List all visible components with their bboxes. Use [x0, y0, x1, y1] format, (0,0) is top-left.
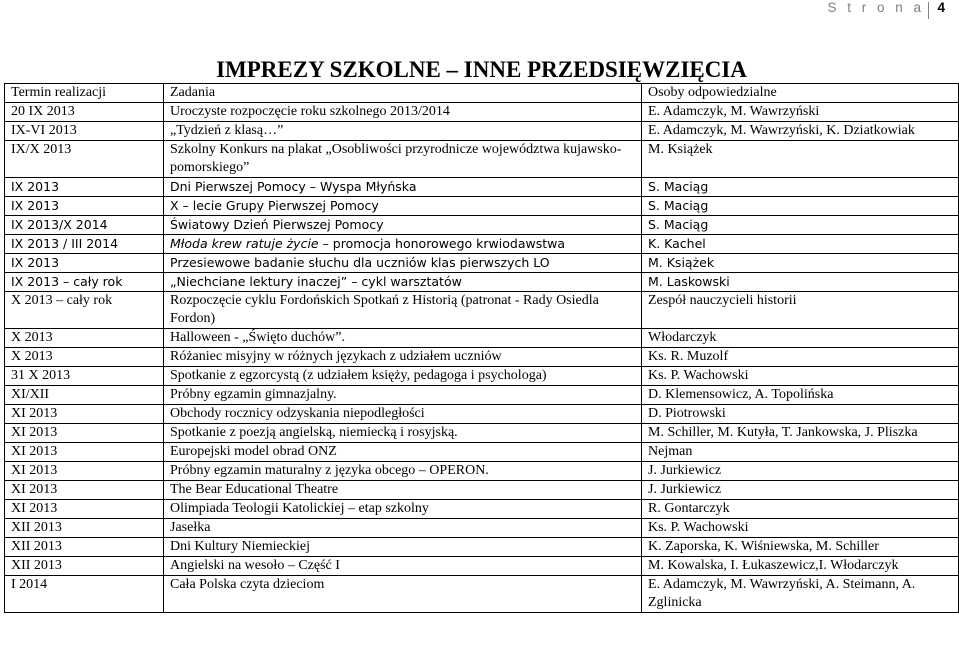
table-row: [5, 443, 959, 462]
cell-responsible: M. Schiller, M. Kutyła, T. Jankowska, J. Pliszka: [642, 424, 959, 443]
cell-date: 31 X 2013: [5, 367, 164, 386]
cell-date: IX 2013 / III 2014: [5, 235, 164, 254]
table-row: [5, 519, 959, 538]
cell-date: IX-VI 2013: [5, 122, 164, 141]
cell-date: IX 2013/X 2014: [5, 216, 164, 235]
table-row: [5, 500, 959, 519]
cell-date: XII 2013: [5, 519, 164, 538]
table-row: [5, 103, 959, 122]
cell-task: Angielski na wesoło – Część I: [164, 557, 642, 576]
table-row: [5, 576, 959, 613]
table-row: [5, 405, 959, 424]
cell-task: Rozpoczęcie cyklu Fordońskich Spotkań z Historią (patronat - Rady Osiedla Fordon): [164, 292, 642, 329]
table-row: [5, 273, 959, 292]
document-title-text: IMPREZY SZKOLNE – INNE PRZEDSIĘWZIĘCIA: [216, 57, 747, 82]
table-row: [5, 292, 959, 329]
document-title: [0, 57, 959, 83]
page-number: 4: [937, 0, 945, 15]
cell-responsible: J. Jurkiewicz: [642, 481, 959, 500]
table-row: [5, 197, 959, 216]
cell-responsible: K. Kachel: [642, 235, 959, 254]
cell-date: XI 2013: [5, 462, 164, 481]
cell-responsible: Włodarczyk: [642, 329, 959, 348]
cell-task: Młoda krew ratuje życie – promocja honorowego krwiodawstwa: [164, 235, 642, 254]
table-row: [5, 178, 959, 197]
cell-task: Dni Pierwszej Pomocy – Wyspa Młyńska: [164, 178, 642, 197]
cell-date: XI 2013: [5, 405, 164, 424]
header-date: Termin realizacji: [5, 84, 164, 103]
cell-date: X 2013: [5, 329, 164, 348]
cell-task: „Niechciane lektury inaczej” – cykl warsztatów: [164, 273, 642, 292]
table-row: [5, 557, 959, 576]
table-row: [5, 424, 959, 443]
cell-date: IX/X 2013: [5, 141, 164, 178]
cell-task: Cała Polska czyta dzieciom: [164, 576, 642, 613]
cell-responsible: M. Laskowski: [642, 273, 959, 292]
cell-responsible: E. Adamczyk, M. Wawrzyński, A. Steimann, A. Zglinicka: [642, 576, 959, 613]
cell-date: IX 2013 – cały rok: [5, 273, 164, 292]
cell-task: Próbny egzamin maturalny z języka obcego – OPERON.: [164, 462, 642, 481]
cell-task: Spotkanie z egzorcystą (z udziałem księży, pedagoga i psychologa): [164, 367, 642, 386]
cell-responsible: M. Książek: [642, 141, 959, 178]
cell-date: X 2013 – cały rok: [5, 292, 164, 329]
page-label: S t r o n a: [827, 0, 925, 15]
table-row: [5, 329, 959, 348]
cell-date: XI 2013: [5, 481, 164, 500]
cell-responsible: K. Zaporska, K. Wiśniewska, M. Schiller: [642, 538, 959, 557]
cell-task: Dni Kultury Niemieckiej: [164, 538, 642, 557]
cell-task: „Tydzień z klasą…”: [164, 122, 642, 141]
cell-date: XI 2013: [5, 500, 164, 519]
cell-task: Obchody rocznicy odzyskania niepodległości: [164, 405, 642, 424]
cell-date: XI/XII: [5, 386, 164, 405]
cell-responsible: Ks. P. Wachowski: [642, 367, 959, 386]
cell-task: Różaniec misyjny w różnych językach z udziałem uczniów: [164, 348, 642, 367]
header-responsible: Osoby odpowiedzialne: [642, 84, 959, 103]
cell-responsible: D. Piotrowski: [642, 405, 959, 424]
page-number-header: [827, 0, 945, 19]
cell-date: IX 2013: [5, 178, 164, 197]
cell-task: Próbny egzamin gimnazjalny.: [164, 386, 642, 405]
cell-responsible: Nejman: [642, 443, 959, 462]
header-divider: [928, 2, 929, 19]
cell-responsible: J. Jurkiewicz: [642, 462, 959, 481]
cell-responsible: D. Klemensowicz, A. Topolińska: [642, 386, 959, 405]
cell-task: Światowy Dzień Pierwszej Pomocy: [164, 216, 642, 235]
table-row: [5, 538, 959, 557]
cell-task: Szkolny Konkurs na plakat „Osobliwości przyrodnicze województwa kujawsko-pomorskiego”: [164, 141, 642, 178]
cell-responsible: M. Książek: [642, 254, 959, 273]
cell-responsible: S. Maciąg: [642, 178, 959, 197]
cell-responsible: Ks. P. Wachowski: [642, 519, 959, 538]
cell-task: Uroczyste rozpoczęcie roku szkolnego 2013/2014: [164, 103, 642, 122]
table-row: [5, 481, 959, 500]
cell-task: Przesiewowe badanie słuchu dla uczniów klas pierwszych LO: [164, 254, 642, 273]
cell-date: I 2014: [5, 576, 164, 613]
cell-responsible: S. Maciąg: [642, 197, 959, 216]
table-row: [5, 348, 959, 367]
cell-date: XI 2013: [5, 424, 164, 443]
cell-date: XII 2013: [5, 538, 164, 557]
cell-responsible: Zespół nauczycieli historii: [642, 292, 959, 329]
cell-task: X – lecie Grupy Pierwszej Pomocy: [164, 197, 642, 216]
table-row: [5, 122, 959, 141]
table-row: [5, 462, 959, 481]
cell-responsible: S. Maciąg: [642, 216, 959, 235]
table-row: [5, 367, 959, 386]
table-row: [5, 141, 959, 178]
table-row: [5, 386, 959, 405]
cell-task: Europejski model obrad ONZ: [164, 443, 642, 462]
cell-date: X 2013: [5, 348, 164, 367]
cell-task: The Bear Educational Theatre: [164, 481, 642, 500]
cell-responsible: R. Gontarczyk: [642, 500, 959, 519]
cell-task: Olimpiada Teologii Katolickiej – etap szkolny: [164, 500, 642, 519]
table-row: [5, 216, 959, 235]
cell-responsible: E. Adamczyk, M. Wawrzyński: [642, 103, 959, 122]
cell-task: Jasełka: [164, 519, 642, 538]
cell-date: 20 IX 2013: [5, 103, 164, 122]
header-task: Zadania: [164, 84, 642, 103]
table-row: [5, 235, 959, 254]
table-row: [5, 254, 959, 273]
cell-task: Spotkanie z poezją angielską, niemiecką i rosyjską.: [164, 424, 642, 443]
cell-responsible: E. Adamczyk, M. Wawrzyński, K. Dziatkowiak: [642, 122, 959, 141]
cell-date: XI 2013: [5, 443, 164, 462]
events-table: [4, 83, 959, 613]
cell-responsible: M. Kowalska, I. Łukaszewicz,I. Włodarczyk: [642, 557, 959, 576]
cell-date: IX 2013: [5, 197, 164, 216]
table-header-row: [5, 84, 959, 103]
cell-date: IX 2013: [5, 254, 164, 273]
cell-task: Halloween - „Święto duchów”.: [164, 329, 642, 348]
cell-date: XII 2013: [5, 557, 164, 576]
cell-responsible: Ks. R. Muzolf: [642, 348, 959, 367]
